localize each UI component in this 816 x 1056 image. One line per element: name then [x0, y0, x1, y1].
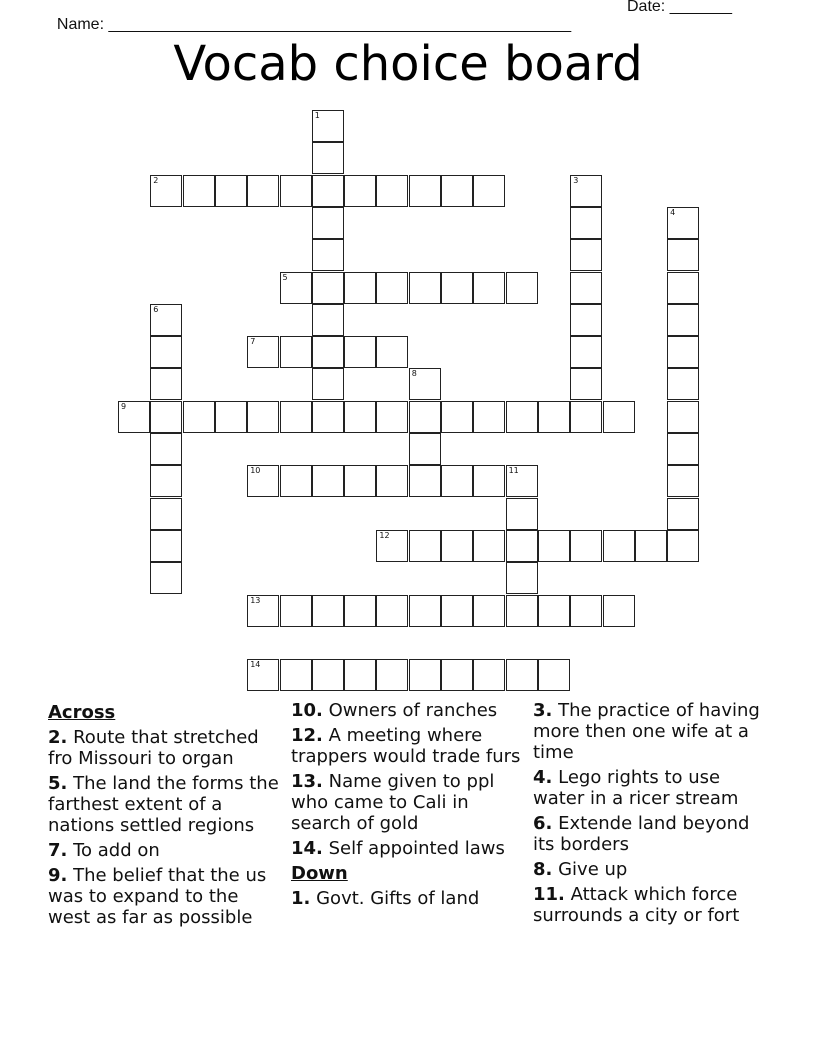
grid-cell[interactable] — [506, 530, 538, 562]
clues-column-2 — [291, 700, 527, 913]
grid-cell[interactable] — [312, 142, 344, 174]
grid-cell[interactable] — [376, 401, 408, 433]
grid-cell[interactable] — [312, 304, 344, 336]
grid-cell[interactable] — [667, 239, 699, 271]
grid-cell[interactable] — [247, 175, 279, 207]
grid-cell[interactable] — [635, 530, 667, 562]
clue-number-11: 11 — [508, 466, 519, 476]
grid-cell[interactable] — [667, 368, 699, 400]
clue-number-8: 8 — [411, 369, 417, 379]
grid-cell[interactable] — [150, 562, 182, 594]
grid-cell[interactable] — [150, 530, 182, 562]
grid-cell[interactable] — [344, 465, 376, 497]
grid-cell[interactable] — [280, 336, 312, 368]
grid-cell[interactable] — [473, 659, 505, 691]
grid-cell[interactable] — [312, 659, 344, 691]
clue-number-12: 12 — [379, 530, 390, 540]
grid-cell[interactable] — [312, 272, 344, 304]
clue-across-5: 5. The land the forms the farthest extent of a nations settled regions — [48, 773, 279, 836]
grid-cell[interactable] — [409, 530, 441, 562]
clue-across-9: 9. The belief that the us was to expand to the west as far as possible — [48, 865, 267, 928]
grid-cell[interactable] — [506, 401, 538, 433]
grid-cell[interactable] — [344, 401, 376, 433]
grid-cell[interactable] — [150, 433, 182, 465]
grid-cell[interactable] — [247, 659, 279, 691]
grid-cell[interactable] — [280, 659, 312, 691]
grid-cell[interactable] — [667, 207, 699, 239]
grid-cell[interactable] — [570, 336, 602, 368]
grid-cell[interactable] — [215, 401, 247, 433]
grid-cell[interactable] — [150, 304, 182, 336]
grid-cell[interactable] — [280, 465, 312, 497]
grid-cell[interactable] — [473, 530, 505, 562]
grid-cell[interactable] — [312, 239, 344, 271]
clue-down-11: 11. Attack which force surrounds a city or fort — [533, 884, 740, 926]
grid-cell[interactable] — [247, 465, 279, 497]
clue-across-10: 10. Owners of ranches — [291, 700, 498, 721]
grid-cell[interactable] — [473, 272, 505, 304]
clue-number-2: 2 — [153, 175, 159, 185]
grid-cell[interactable] — [312, 110, 344, 142]
grid-cell[interactable] — [506, 595, 538, 627]
grid-cell[interactable] — [118, 401, 150, 433]
grid-cell[interactable] — [473, 595, 505, 627]
grid-cell[interactable] — [376, 465, 408, 497]
grid-cell[interactable] — [376, 595, 408, 627]
grid-cell[interactable] — [312, 336, 344, 368]
clue-across-7: 7. To add on — [48, 840, 160, 861]
grid-cell[interactable] — [570, 401, 602, 433]
grid-cell[interactable] — [570, 304, 602, 336]
grid-cell[interactable] — [376, 175, 408, 207]
grid-cell[interactable] — [473, 401, 505, 433]
grid-cell[interactable] — [312, 595, 344, 627]
grid-cell[interactable] — [506, 659, 538, 691]
grid-cell[interactable] — [312, 368, 344, 400]
grid-cell[interactable] — [150, 175, 182, 207]
grid-cell[interactable] — [570, 175, 602, 207]
page-title: Vocab choice board — [173, 36, 643, 92]
grid-cell[interactable] — [376, 659, 408, 691]
clue-number-1: 1 — [314, 111, 320, 120]
grid-cell[interactable] — [667, 498, 699, 530]
grid-cell[interactable] — [344, 336, 376, 368]
name-field[interactable]: Name: ____________________________________________________ — [56, 16, 572, 33]
clue-number-13: 13 — [250, 595, 261, 605]
down-heading: Down — [291, 863, 348, 884]
grid-cell[interactable] — [150, 336, 182, 368]
grid-cell[interactable] — [280, 401, 312, 433]
grid-cell[interactable] — [570, 239, 602, 271]
grid-cell[interactable] — [570, 272, 602, 304]
grid-cell[interactable] — [667, 465, 699, 497]
grid-cell[interactable] — [538, 401, 570, 433]
grid-cell[interactable] — [312, 207, 344, 239]
clue-number-7: 7 — [250, 337, 256, 347]
grid-cell[interactable] — [247, 401, 279, 433]
grid-cell[interactable] — [603, 530, 635, 562]
grid-cell[interactable] — [409, 595, 441, 627]
grid-cell[interactable] — [441, 175, 473, 207]
clues-column-1 — [48, 700, 284, 932]
grid-cell[interactable] — [473, 175, 505, 207]
clues-column-3 — [533, 700, 773, 930]
grid-cell[interactable] — [441, 530, 473, 562]
grid-cell[interactable] — [344, 175, 376, 207]
grid-cell[interactable] — [280, 175, 312, 207]
clue-number-9: 9 — [121, 401, 127, 411]
grid-cell[interactable] — [506, 465, 538, 497]
grid-cell[interactable] — [280, 272, 312, 304]
grid-cell[interactable] — [150, 368, 182, 400]
grid-cell[interactable] — [312, 465, 344, 497]
grid-cell[interactable] — [376, 272, 408, 304]
clue-number-4: 4 — [670, 207, 676, 217]
clue-across-13: 13. Name given to ppl who came to Cali in search of gold — [291, 771, 495, 834]
across-heading: Across — [48, 702, 116, 723]
grid-cell[interactable] — [409, 401, 441, 433]
clue-down-6: 6. Extende land beyond its borders — [533, 813, 750, 855]
clue-across-12: 12. A meeting where trappers would trade furs — [291, 725, 521, 767]
grid-cell[interactable] — [344, 595, 376, 627]
grid-cell[interactable] — [344, 659, 376, 691]
grid-cell[interactable] — [538, 530, 570, 562]
date-field[interactable]: Date: _______ — [627, 0, 732, 15]
clue-down-4: 4. Lego rights to use water in a ricer stream — [533, 767, 739, 809]
grid-cell[interactable] — [667, 304, 699, 336]
grid-cell[interactable] — [667, 433, 699, 465]
grid-cell[interactable] — [667, 401, 699, 433]
clue-number-14: 14 — [250, 660, 261, 670]
grid-cell[interactable] — [183, 175, 215, 207]
grid-cell[interactable] — [538, 659, 570, 691]
clue-across-2: 2. Route that stretched fro Missouri to organ — [48, 727, 259, 769]
clue-number-3: 3 — [573, 175, 579, 185]
grid-cell[interactable] — [506, 498, 538, 530]
grid-cell[interactable] — [441, 659, 473, 691]
clue-across-14: 14. Self appointed laws — [291, 838, 505, 859]
grid-cell[interactable] — [538, 595, 570, 627]
grid-cell[interactable] — [409, 433, 441, 465]
grid-cell[interactable] — [441, 465, 473, 497]
grid-cell[interactable] — [667, 530, 699, 562]
grid-cell[interactable] — [570, 595, 602, 627]
grid-cell[interactable] — [473, 465, 505, 497]
grid-cell[interactable] — [150, 498, 182, 530]
grid-cell[interactable] — [409, 368, 441, 400]
clue-down-8: 8. Give up — [533, 859, 628, 880]
clue-down-3: 3. The practice of having more then one wife at a time — [533, 700, 760, 763]
grid-cell[interactable] — [409, 272, 441, 304]
grid-cell[interactable] — [150, 401, 182, 433]
grid-cell[interactable] — [280, 595, 312, 627]
grid-cell[interactable] — [603, 595, 635, 627]
grid-cell[interactable] — [312, 401, 344, 433]
grid-cell[interactable] — [441, 595, 473, 627]
grid-cell[interactable] — [667, 272, 699, 304]
grid-cell[interactable] — [247, 336, 279, 368]
grid-cell[interactable] — [376, 530, 408, 562]
clue-number-5: 5 — [282, 272, 288, 282]
grid-cell[interactable] — [409, 659, 441, 691]
grid-cell[interactable] — [409, 465, 441, 497]
grid-cell[interactable] — [603, 401, 635, 433]
clue-number-6: 6 — [153, 304, 159, 314]
grid-cell[interactable] — [506, 562, 538, 594]
grid-cell[interactable] — [409, 175, 441, 207]
clue-down-1: 1. Govt. Gifts of land — [291, 888, 480, 909]
clue-number-10: 10 — [250, 466, 261, 476]
grid-cell[interactable] — [247, 595, 279, 627]
grid-cell[interactable] — [183, 401, 215, 433]
grid-cell[interactable] — [376, 336, 408, 368]
grid-cell[interactable] — [344, 272, 376, 304]
grid-cell[interactable] — [570, 368, 602, 400]
grid-cell[interactable] — [312, 175, 344, 207]
grid-cell[interactable] — [570, 207, 602, 239]
grid-cell[interactable] — [150, 465, 182, 497]
grid-cell[interactable] — [441, 401, 473, 433]
grid-cell[interactable] — [441, 272, 473, 304]
grid-cell[interactable] — [570, 530, 602, 562]
grid-cell[interactable] — [667, 336, 699, 368]
grid-cell[interactable] — [506, 272, 538, 304]
grid-cell[interactable] — [215, 175, 247, 207]
